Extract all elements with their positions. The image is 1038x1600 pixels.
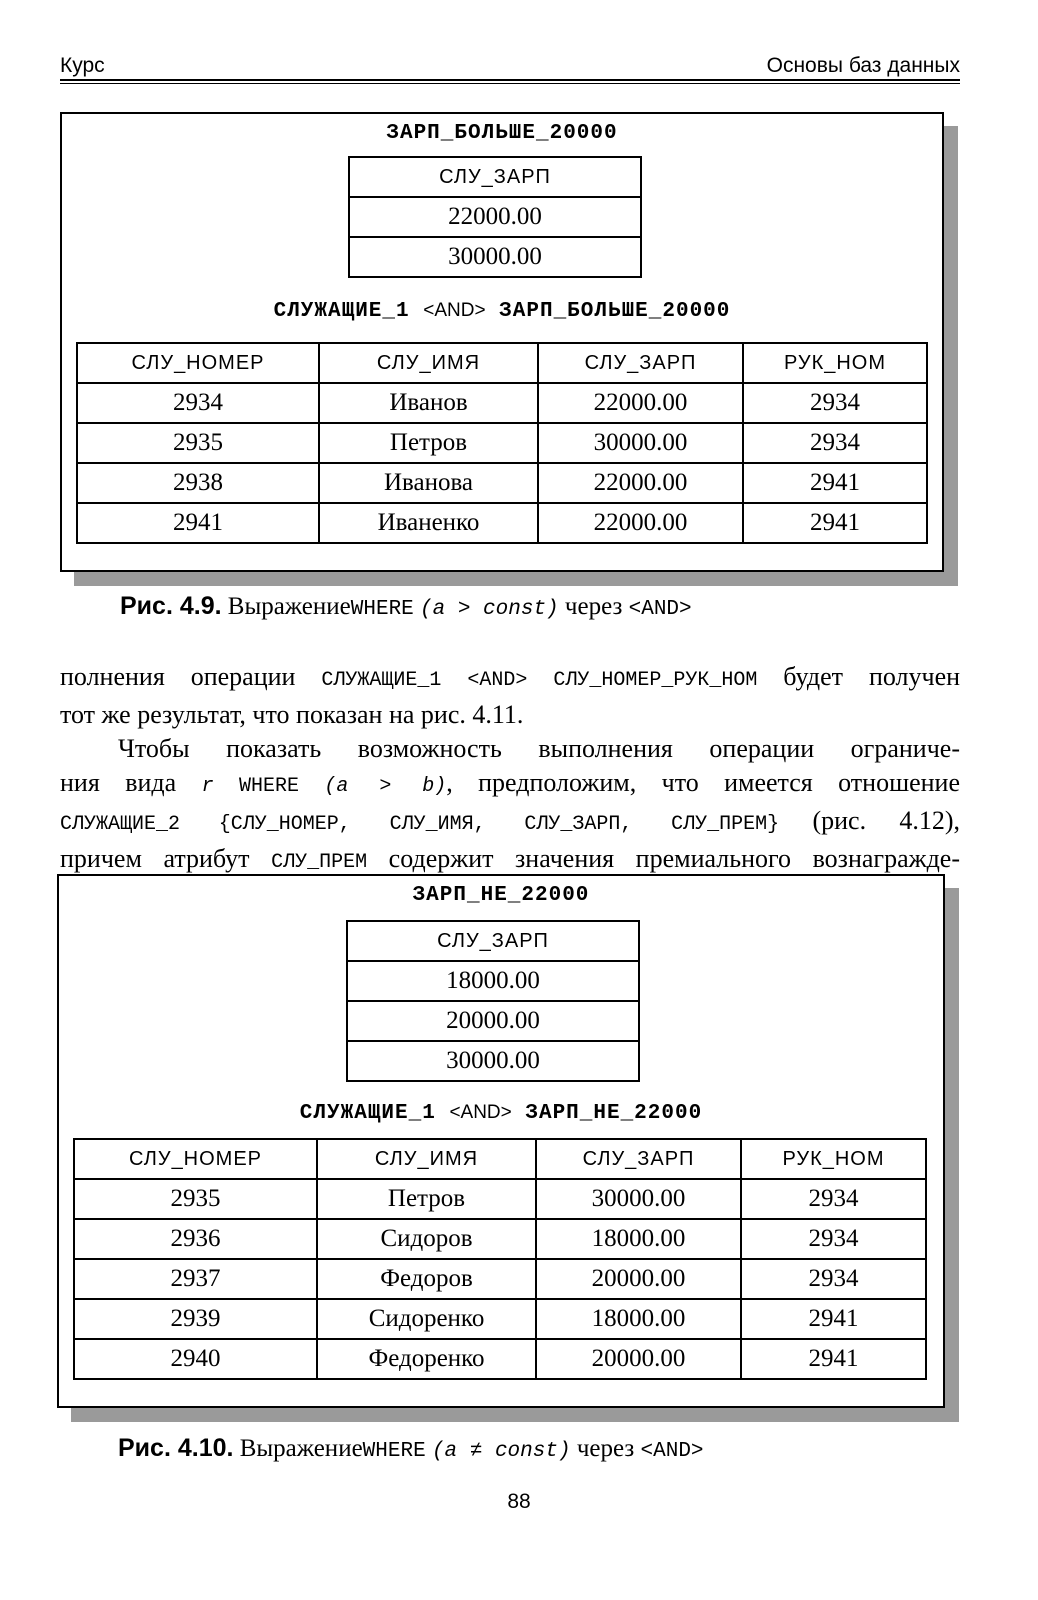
- cell: 2941: [741, 1299, 926, 1339]
- expr-left: СЛУЖАЩИЕ_1: [273, 300, 410, 323]
- code-span: <AND>: [467, 669, 528, 692]
- table-header-row: [77, 343, 927, 383]
- cell: 2941: [77, 503, 319, 543]
- cell: Сидоренко: [317, 1299, 536, 1339]
- text-span: ния вида: [60, 768, 177, 797]
- code-span: WHERE: [238, 775, 299, 798]
- caption-operator: <AND>: [640, 1440, 704, 1463]
- result-table: [76, 342, 928, 544]
- cell: Федоров: [317, 1259, 536, 1299]
- table-row: [74, 1339, 926, 1379]
- expr-right: ЗАРП_БОЛЬШЕ_20000: [499, 300, 731, 323]
- relation-expression: [62, 300, 942, 323]
- figure-4-10: [57, 874, 945, 1408]
- cell: 2941: [743, 503, 927, 543]
- cell: 2935: [74, 1179, 317, 1219]
- cell: 2939: [74, 1299, 317, 1339]
- table-header-row: [349, 157, 641, 197]
- cell: 2941: [741, 1339, 926, 1379]
- caption-condition: (a ≠ const): [431, 1440, 571, 1463]
- cell: Сидоров: [317, 1219, 536, 1259]
- table-row: [74, 1219, 926, 1259]
- cell: 2934: [743, 383, 927, 423]
- cell: Петров: [317, 1179, 536, 1219]
- table-header-row: [347, 921, 639, 961]
- cell: 22000.00: [538, 383, 743, 423]
- figure-4-9: [60, 112, 944, 572]
- text-line: тот же результат, что показан на рис. 4.11.: [60, 700, 524, 729]
- cell: 2934: [741, 1219, 926, 1259]
- code-span: СЛУ_НОМЕР_РУК_НОМ: [553, 669, 758, 692]
- code-span: СЛУ_ПРЕМ: [271, 851, 368, 874]
- cell: 2936: [74, 1219, 317, 1259]
- figure-caption: [118, 1434, 704, 1463]
- text-line: [60, 660, 960, 698]
- column-header: СЛУ_ЗАРП: [536, 1139, 741, 1179]
- text-span: полнения операции: [60, 662, 296, 691]
- code-span: (a > b): [324, 775, 447, 798]
- cell: 2934: [741, 1259, 926, 1299]
- cell: Иваненко: [319, 503, 538, 543]
- cell: Федоренко: [317, 1339, 536, 1379]
- column-header: СЛУ_ИМЯ: [317, 1139, 536, 1179]
- code-span: СЛУЖАЩИЕ_1: [321, 669, 442, 692]
- cell: 2937: [74, 1259, 317, 1299]
- caption-label: Рис. 4.9.: [120, 592, 222, 620]
- table-row: [349, 237, 641, 277]
- cell: 20000.00: [536, 1259, 741, 1299]
- expr-right: ЗАРП_НЕ_22000: [525, 1102, 703, 1125]
- code-span: СЛУЖАЩИЕ_2 {СЛУ_НОМЕР, СЛУ_ИМЯ, СЛУ_ЗАРП, СЛУ_ПРЕМ}: [60, 813, 780, 836]
- result-table: [73, 1138, 927, 1380]
- column-header: РУК_НОМ: [743, 343, 927, 383]
- page-number: 88: [507, 1490, 531, 1513]
- header-course: Курс: [60, 54, 105, 77]
- cell: Петров: [319, 423, 538, 463]
- table-row: [347, 961, 639, 1001]
- cell: 18000.00: [536, 1219, 741, 1259]
- cell: 22000.00: [538, 503, 743, 543]
- table-row: [74, 1299, 926, 1339]
- caption-via: через: [576, 1435, 635, 1462]
- cell: 2934: [741, 1179, 926, 1219]
- cell: 30000.00: [536, 1179, 741, 1219]
- table-row: [74, 1179, 926, 1219]
- cell: 30000.00: [347, 1041, 639, 1081]
- cell: 30000.00: [538, 423, 743, 463]
- table-row: [77, 463, 927, 503]
- caption-condition: (a > const): [420, 598, 559, 621]
- relation-title: ЗАРП_НЕ_22000: [412, 884, 590, 907]
- header-rule-thin: [60, 83, 960, 84]
- caption-text: Выражение: [227, 593, 351, 620]
- table-row: [349, 197, 641, 237]
- table-row: [77, 383, 927, 423]
- code-span: r: [201, 775, 214, 798]
- caption-text: Выражение: [239, 1435, 363, 1462]
- cell: 2940: [74, 1339, 317, 1379]
- column-header: СЛУ_ЗАРП: [347, 921, 639, 961]
- caption-where: WHERE: [362, 1440, 426, 1463]
- text-span: , предположим, что имеется отношение: [446, 768, 961, 797]
- salary-table: [346, 920, 640, 1082]
- caption-operator: <AND>: [628, 598, 692, 621]
- table-row: [77, 423, 927, 463]
- column-header: СЛУ_ИМЯ: [319, 343, 538, 383]
- cell: 2934: [77, 383, 319, 423]
- cell: 20000.00: [536, 1339, 741, 1379]
- cell: 2934: [743, 423, 927, 463]
- column-header: СЛУ_ЗАРП: [349, 157, 641, 197]
- table-row: [347, 1001, 639, 1041]
- relation-title: ЗАРП_БОЛЬШЕ_20000: [386, 122, 618, 145]
- body-text: [60, 660, 960, 880]
- table-row: [74, 1259, 926, 1299]
- column-header: РУК_НОМ: [741, 1139, 926, 1179]
- salary-table: [348, 156, 642, 278]
- cell: 30000.00: [349, 237, 641, 277]
- text-line: Чтобы показать возможность выполнения операции ограниче-: [118, 734, 960, 763]
- column-header: СЛУ_ЗАРП: [538, 343, 743, 383]
- caption-label: Рис. 4.10.: [118, 1434, 234, 1462]
- caption-where: WHERE: [350, 598, 414, 621]
- caption-via: через: [564, 593, 623, 620]
- header-rule: [60, 79, 960, 81]
- column-header: СЛУ_НОМЕР: [77, 343, 319, 383]
- table-row: [347, 1041, 639, 1081]
- page-header: [60, 48, 960, 82]
- table-row: [77, 503, 927, 543]
- table-header-row: [74, 1139, 926, 1179]
- expr-left: СЛУЖАЩИЕ_1: [299, 1102, 436, 1125]
- cell: 2941: [743, 463, 927, 503]
- expr-operator: <AND>: [423, 300, 486, 321]
- cell: Иванова: [319, 463, 538, 503]
- text-span: (рис. 4.12),: [812, 806, 961, 835]
- cell: 22000.00: [538, 463, 743, 503]
- expr-operator: <AND>: [449, 1102, 512, 1123]
- text-line: [60, 804, 960, 842]
- cell: 22000.00: [349, 197, 641, 237]
- text-span: будет получен: [783, 662, 961, 691]
- text-span: причем атрибут: [60, 844, 250, 873]
- cell: 18000.00: [347, 961, 639, 1001]
- cell: 18000.00: [536, 1299, 741, 1339]
- cell: Иванов: [319, 383, 538, 423]
- text-line: [60, 766, 960, 804]
- figure-caption: [120, 592, 692, 621]
- cell: 2938: [77, 463, 319, 503]
- column-header: СЛУ_НОМЕР: [74, 1139, 317, 1179]
- header-book-title: Основы баз данных: [766, 54, 960, 77]
- relation-expression: [59, 1102, 943, 1125]
- cell: 20000.00: [347, 1001, 639, 1041]
- text-span: содержит значения премиального вознагражде-: [388, 844, 961, 873]
- cell: 2935: [77, 423, 319, 463]
